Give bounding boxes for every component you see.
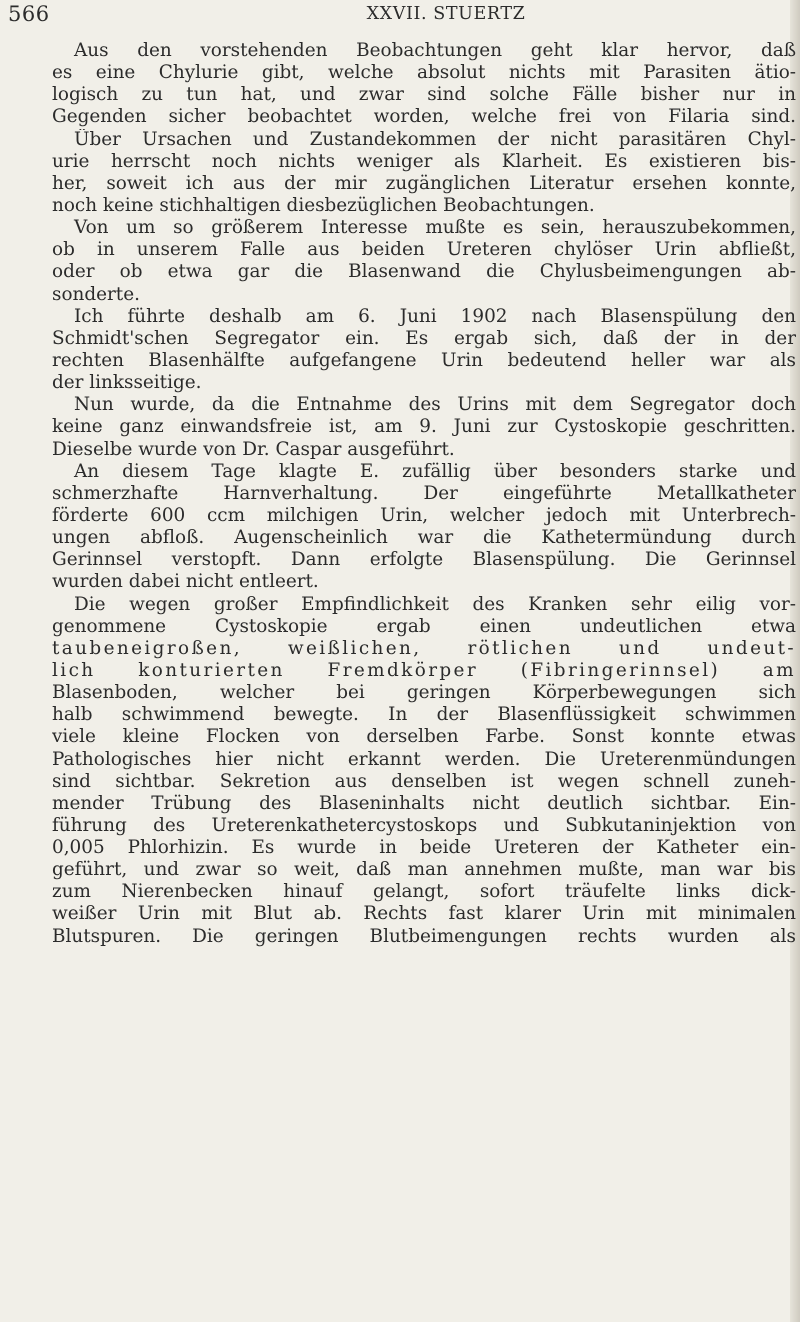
text-line: förderte 600 ccm milchigen Urin, welcher jedoch mit Unterbrech- <box>52 504 796 526</box>
page-header <box>0 2 800 30</box>
running-title: XXVII. STUERTZ <box>366 4 526 24</box>
text-line: Pathologisches hier nicht erkannt werden. Die Ureterenmündungen <box>52 748 796 770</box>
text-line: Über Ursachen und Zustandekommen der nicht parasitären Chyl- <box>74 128 796 150</box>
text-line: viele kleine Flocken von derselben Farbe. Sonst konnte etwas <box>52 726 796 748</box>
text-line: Gerinnsel verstopft. Dann erfolgte Blasenspülung. Die Gerinnsel <box>52 549 796 571</box>
text-line: Schmidt'schen Segregator ein. Es ergab sich, daß der in der <box>52 327 796 349</box>
text-line: weißer Urin mit Blut ab. Rechts fast klarer Urin mit minimalen <box>52 903 796 925</box>
text-line: genommene Cystoskopie ergab einen undeutlichen etwa <box>52 615 796 637</box>
text-line: keine ganz einwandsfreie ist, am 9. Juni zur Cystoskopie geschritten. <box>52 416 796 438</box>
text-line: noch keine stichhaltigen diesbezüglichen Beobachtungen. <box>52 194 595 216</box>
text-line: geführt, und zwar so weit, daß man annehmen mußte, man war bis <box>52 859 796 881</box>
text-line: Von um so größerem Interesse mußte es sein, herauszubekommen, <box>74 217 796 239</box>
text-line: An diesem Tage klagte E. zufällig über besonders starke und <box>74 460 796 482</box>
text-line: Blutspuren. Die geringen Blutbeimengungen rechts wurden als <box>52 925 796 947</box>
text-line: Nun wurde, da die Entnahme des Urins mit dem Segregator doch <box>74 394 796 416</box>
text-line: Aus den vorstehenden Beobachtungen geht klar hervor, daß <box>74 40 796 61</box>
text-line: urie herrscht noch nichts weniger als Klarheit. Es existieren bis- <box>52 150 796 172</box>
text-line: sonderte. <box>52 283 140 305</box>
text-line: 0,005 Phlorhizin. Es wurde in beide Ureteren der Katheter ein- <box>52 837 796 859</box>
text-line: ob in unserem Falle aus beiden Ureteren chylöser Urin abfließt, <box>52 239 796 261</box>
text-line: Ich führte deshalb am 6. Juni 1902 nach Blasenspülung den <box>74 305 796 327</box>
text-line: Die wegen großer Empfindlichkeit des Kranken sehr eilig vor- <box>74 593 796 615</box>
text-line: Gegenden sicher beobachtet worden, welche frei von Filaria sind. <box>52 106 796 128</box>
text-line: führung des Ureterenkathetercystoskops und Subkutaninjektion von <box>52 814 796 836</box>
text-line: schmerzhafte Harnverhaltung. Der eingeführte Metallkatheter <box>52 482 796 504</box>
text-line: oder ob etwa gar die Blasenwand die Chylusbeimengungen ab- <box>52 261 796 283</box>
text-line: es eine Chylurie gibt, welche absolut nichts mit Parasiten ätio- <box>52 62 796 84</box>
text-line: Blasenboden, welcher bei geringen Körperbewegungen sich <box>52 682 796 704</box>
text-line: zum Nierenbecken hinauf gelangt, sofort träufelte links dick- <box>52 881 796 903</box>
text-line: rechten Blasenhälfte aufgefangene Urin bedeutend heller war als <box>52 349 796 371</box>
text-line: Dieselbe wurde von Dr. Caspar ausgeführt. <box>52 438 455 460</box>
text-line: der linksseitige. <box>52 372 202 394</box>
text-line: wurden dabei nicht entleert. <box>52 571 319 593</box>
page-number: 566 <box>8 2 50 26</box>
text-line: her, soweit ich aus der mir zugänglichen Literatur ersehen konnte, <box>52 172 796 194</box>
text-line: lich konturierten Fremdkörper (Fibringerinnsel) am <box>52 659 796 681</box>
text-line: taubeneigroßen, weißlichen, rötlichen und undeut- <box>52 637 796 659</box>
text-line: mender Trübung des Blaseninhalts nicht deutlich sichtbar. Ein- <box>52 792 796 814</box>
text-line: sind sichtbar. Sekretion aus denselben ist wegen schnell zuneh- <box>52 770 796 792</box>
text-line: logisch zu tun hat, und zwar sind solche Fälle bisher nur in <box>52 84 796 106</box>
body-text <box>52 40 796 948</box>
text-line: halb schwimmend bewegte. In der Blasenflüssigkeit schwimmen <box>52 704 796 726</box>
text-line: ungen abfloß. Augenscheinlich war die Kathetermündung durch <box>52 527 796 549</box>
